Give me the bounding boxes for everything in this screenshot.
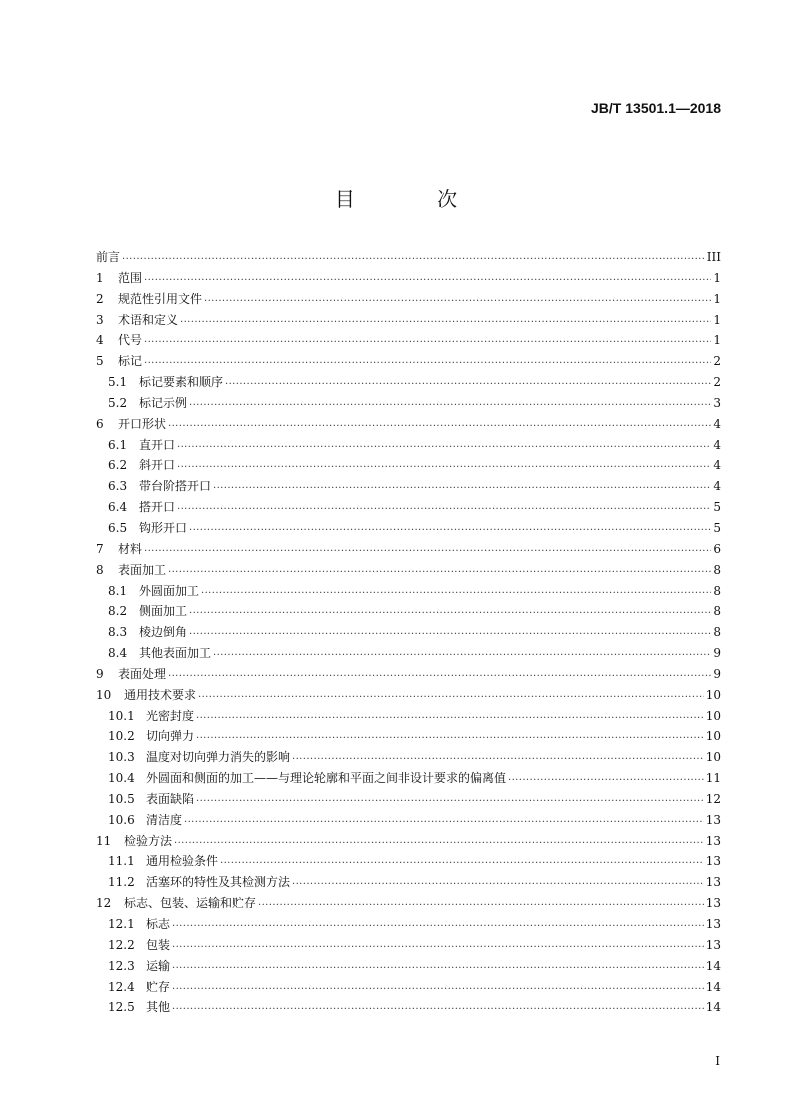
toc-entry-page: 14: [705, 958, 721, 973]
toc-leader-dots: [177, 497, 711, 518]
toc-entry-label: 光密封度: [146, 708, 195, 723]
table-of-contents: [96, 247, 721, 1018]
toc-entry-page: 2: [713, 354, 721, 369]
toc-leader-dots: [172, 914, 704, 935]
toc-entry-page: 3: [713, 395, 721, 410]
toc-entry-label: 直开口: [139, 437, 176, 452]
toc-entry[interactable]: [96, 914, 721, 935]
toc-entry[interactable]: [96, 768, 721, 789]
toc-entry-label: 范围: [118, 270, 143, 285]
toc-entry[interactable]: [96, 893, 721, 914]
toc-entry[interactable]: [96, 956, 721, 977]
toc-entry-label: 表面加工: [118, 562, 167, 577]
toc-entry-label: 通用检验条件: [146, 854, 219, 869]
toc-leader-dots: [225, 372, 711, 393]
toc-entry-label: 侧面加工: [139, 604, 188, 619]
toc-entry-label: 包装: [146, 937, 171, 952]
toc-entry[interactable]: [96, 435, 721, 456]
toc-entry-number: 5: [96, 354, 104, 369]
toc-leader-dots: [172, 935, 704, 956]
toc-entry[interactable]: [96, 330, 721, 351]
toc-entry-label: 贮存: [146, 979, 171, 994]
toc-entry[interactable]: [96, 372, 721, 393]
toc-entry-page: 14: [705, 979, 721, 994]
toc-entry-page: 4: [713, 458, 721, 473]
toc-entry-label: 斜开口: [139, 458, 176, 473]
toc-entry-number: 10: [96, 687, 112, 702]
toc-entry[interactable]: [96, 685, 721, 706]
toc-entry-page: 8: [713, 625, 721, 640]
toc-leader-dots: [168, 414, 711, 435]
toc-entry-number: 6.3: [108, 479, 128, 494]
toc-leader-dots: [220, 851, 704, 872]
toc-entry[interactable]: [96, 351, 721, 372]
toc-entry-page: 9: [713, 666, 721, 681]
toc-leader-dots: [177, 455, 711, 476]
toc-entry-number: 12.4: [108, 979, 135, 994]
toc-entry[interactable]: [96, 706, 721, 727]
toc-entry-number: 7: [96, 541, 104, 556]
toc-entry-number: 6: [96, 416, 104, 431]
toc-entry-label: 外圆面加工: [139, 583, 200, 598]
toc-leader-dots: [196, 706, 704, 727]
toc-entry-label: 清洁度: [146, 812, 183, 827]
toc-entry-page: 8: [713, 604, 721, 619]
toc-entry-page: 13: [705, 833, 721, 848]
toc-entry[interactable]: [96, 539, 721, 560]
toc-entry-label: 切向弹力: [146, 729, 195, 744]
toc-entry[interactable]: [96, 581, 721, 602]
toc-entry-label: 活塞环的特性及其检测方法: [146, 875, 291, 890]
toc-leader-dots: [201, 581, 711, 602]
toc-entry-number: 5.2: [108, 395, 128, 410]
toc-leader-dots: [184, 810, 704, 831]
toc-entry-number: 12.1: [108, 917, 135, 931]
toc-entry-number: 8.4: [108, 646, 128, 661]
toc-entry[interactable]: [96, 268, 721, 289]
toc-entry-label: 其他表面加工: [139, 646, 212, 661]
toc-entry-label: 标志、包装、运输和贮存: [124, 896, 257, 911]
toc-entry-number: 3: [96, 312, 104, 327]
toc-leader-dots: [177, 435, 711, 456]
toc-entry-page: 1: [713, 291, 721, 306]
toc-leader-dots: [198, 685, 704, 706]
toc-entry-page: 13: [705, 875, 721, 890]
toc-entry-label: 运输: [146, 958, 171, 973]
toc-entry-label: 代号: [118, 333, 143, 348]
toc-entry-number: 1: [96, 270, 104, 285]
toc-entry-label: 钩形开口: [139, 520, 188, 535]
toc-entry-number: 8.3: [108, 625, 128, 640]
toc-entry-number: 6.4: [108, 500, 128, 515]
toc-entry-number: 5.1: [108, 375, 128, 390]
toc-entry-number: 10.6: [108, 812, 135, 827]
toc-entry-label: 表面缺陷: [146, 791, 195, 806]
toc-entry-label: 其他: [146, 1000, 171, 1015]
toc-entry[interactable]: [96, 935, 721, 956]
toc-entry-page: 1: [713, 312, 721, 327]
toc-entry-label: 前言: [96, 250, 121, 264]
toc-entry-page: 1: [713, 270, 721, 285]
toc-entry-label: 规范性引用文件: [118, 291, 203, 306]
toc-entry-label: 棱边倒角: [139, 625, 188, 640]
toc-leader-dots: [172, 956, 704, 977]
toc-entry[interactable]: [96, 831, 721, 852]
toc-entry-number: 11: [96, 833, 112, 848]
toc-leader-dots: [292, 872, 704, 893]
toc-entry-number: 10.3: [108, 750, 135, 765]
toc-leader-dots: [144, 268, 711, 289]
toc-entry-page: 8: [713, 562, 721, 577]
toc-leader-dots: [144, 330, 711, 351]
toc-entry-number: 12.5: [108, 1000, 135, 1015]
toc-entry-page: 4: [713, 437, 721, 452]
toc-entry[interactable]: [96, 872, 721, 893]
toc-leader-dots: [172, 977, 704, 998]
toc-entry-number: 6.2: [108, 458, 128, 473]
toc-entry-page: 5: [713, 520, 721, 535]
toc-entry-number: 11.1: [108, 854, 135, 869]
toc-entry-number: 12: [96, 896, 112, 911]
document-code: JB/T 13501.1—2018: [591, 100, 721, 116]
toc-entry-label: 术语和定义: [118, 312, 179, 327]
toc-entry-number: 2: [96, 291, 104, 306]
toc-entry-label: 带台阶搭开口: [139, 479, 212, 494]
toc-leader-dots: [292, 747, 704, 768]
toc-entry-number: 12.2: [108, 937, 135, 952]
toc-entry-label: 外圆面和侧面的加工——与理论轮廓和平面之间非设计要求的偏离值: [146, 771, 507, 786]
page-title: 目 次: [334, 187, 496, 211]
toc-entry-label: 开口形状: [118, 416, 167, 431]
toc-entry-page: 13: [705, 896, 721, 911]
toc-entry-page: 13: [705, 917, 721, 931]
toc-entry-label: 材料: [118, 541, 143, 556]
toc-leader-dots: [196, 726, 704, 747]
toc-entry-page: 11: [705, 771, 721, 786]
toc-entry-number: 10.2: [108, 729, 135, 744]
toc-leader-dots: [508, 768, 704, 789]
toc-entry[interactable]: [96, 789, 721, 810]
toc-leader-dots: [168, 664, 711, 685]
toc-leader-dots: [196, 789, 704, 810]
toc-entry-page: 13: [705, 854, 721, 869]
toc-leader-dots: [189, 393, 711, 414]
toc-entry-page: 10: [705, 729, 721, 744]
toc-entry-number: 10.5: [108, 791, 135, 806]
toc-entry-label: 表面处理: [118, 666, 167, 681]
toc-leader-dots: [180, 310, 711, 331]
toc-entry-number: 8.1: [108, 583, 128, 598]
toc-entry[interactable]: [96, 622, 721, 643]
toc-entry[interactable]: [96, 310, 721, 331]
toc-entry[interactable]: [96, 810, 721, 831]
toc-entry-page: 14: [705, 1000, 721, 1015]
toc-entry[interactable]: [96, 455, 721, 476]
toc-entry-number: 10.4: [108, 771, 135, 786]
toc-entry-page: 12: [705, 791, 721, 806]
toc-entry-page: 10: [705, 687, 721, 702]
toc-entry[interactable]: [96, 977, 721, 998]
toc-leader-dots: [213, 476, 711, 497]
toc-entry-number: 12.3: [108, 958, 135, 973]
toc-entry-label: 检验方法: [124, 833, 173, 848]
toc-entry[interactable]: [96, 393, 721, 414]
toc-leader-dots: [174, 831, 704, 852]
toc-leader-dots: [189, 622, 711, 643]
toc-entry-page: 10: [705, 750, 721, 765]
toc-leader-dots: [258, 893, 704, 914]
toc-leader-dots: [213, 643, 711, 664]
toc-entry-page: 13: [705, 812, 721, 827]
toc-entry[interactable]: [96, 560, 721, 581]
toc-entry-label: 标记示例: [139, 395, 188, 410]
toc-entry-number: 11.2: [108, 875, 135, 890]
toc-entry-page: 4: [713, 416, 721, 431]
toc-entry[interactable]: [96, 997, 721, 1018]
toc-leader-dots: [168, 560, 711, 581]
toc-entry-page: III: [706, 250, 721, 264]
toc-entry-page: 5: [713, 500, 721, 515]
toc-leader-dots: [189, 601, 711, 622]
toc-entry[interactable]: [96, 476, 721, 497]
toc-entry-label: 温度对切向弹力消失的影响: [146, 750, 291, 765]
toc-entry-page: 9: [713, 646, 721, 661]
toc-leader-dots: [144, 351, 711, 372]
toc-entry[interactable]: [96, 289, 721, 310]
toc-entry-number: 6.5: [108, 520, 128, 535]
toc-entry-page: 13: [705, 937, 721, 952]
toc-entry[interactable]: [96, 747, 721, 768]
toc-entry-label: 通用技术要求: [124, 687, 197, 702]
toc-entry[interactable]: [96, 643, 721, 664]
toc-entry-page: 4: [713, 479, 721, 494]
toc-leader-dots: [172, 997, 704, 1018]
toc-entry-label: 搭开口: [139, 500, 176, 515]
toc-leader-dots: [189, 518, 711, 539]
toc-entry-page: 1: [713, 333, 721, 348]
toc-entry-page: 8: [713, 583, 721, 598]
toc-entry[interactable]: [96, 497, 721, 518]
toc-entry-page: 6: [713, 541, 721, 556]
toc-leader-dots: [204, 289, 711, 310]
toc-entry-number: 6.1: [108, 437, 128, 452]
toc-entry-page: 10: [705, 708, 721, 723]
toc-entry-page: 2: [713, 375, 721, 390]
toc-entry[interactable]: [96, 726, 721, 747]
page-number: I: [715, 1054, 720, 1068]
toc-leader-dots: [122, 247, 705, 268]
toc-entry[interactable]: [96, 414, 721, 435]
toc-leader-dots: [144, 539, 711, 560]
toc-entry[interactable]: [96, 518, 721, 539]
toc-entry-number: 10.1: [108, 708, 135, 723]
toc-entry[interactable]: [96, 247, 721, 268]
toc-entry-label: 标记: [118, 354, 143, 369]
toc-entry-label: 标记要素和顺序: [139, 375, 224, 390]
toc-entry[interactable]: [96, 601, 721, 622]
toc-entry[interactable]: [96, 664, 721, 685]
toc-entry-number: 4: [96, 333, 104, 348]
toc-entry-label: 标志: [146, 917, 171, 931]
toc-entry[interactable]: [96, 851, 721, 872]
toc-entry-number: 8.2: [108, 604, 128, 619]
toc-entry-number: 8: [96, 562, 104, 577]
toc-entry-number: 9: [96, 666, 104, 681]
